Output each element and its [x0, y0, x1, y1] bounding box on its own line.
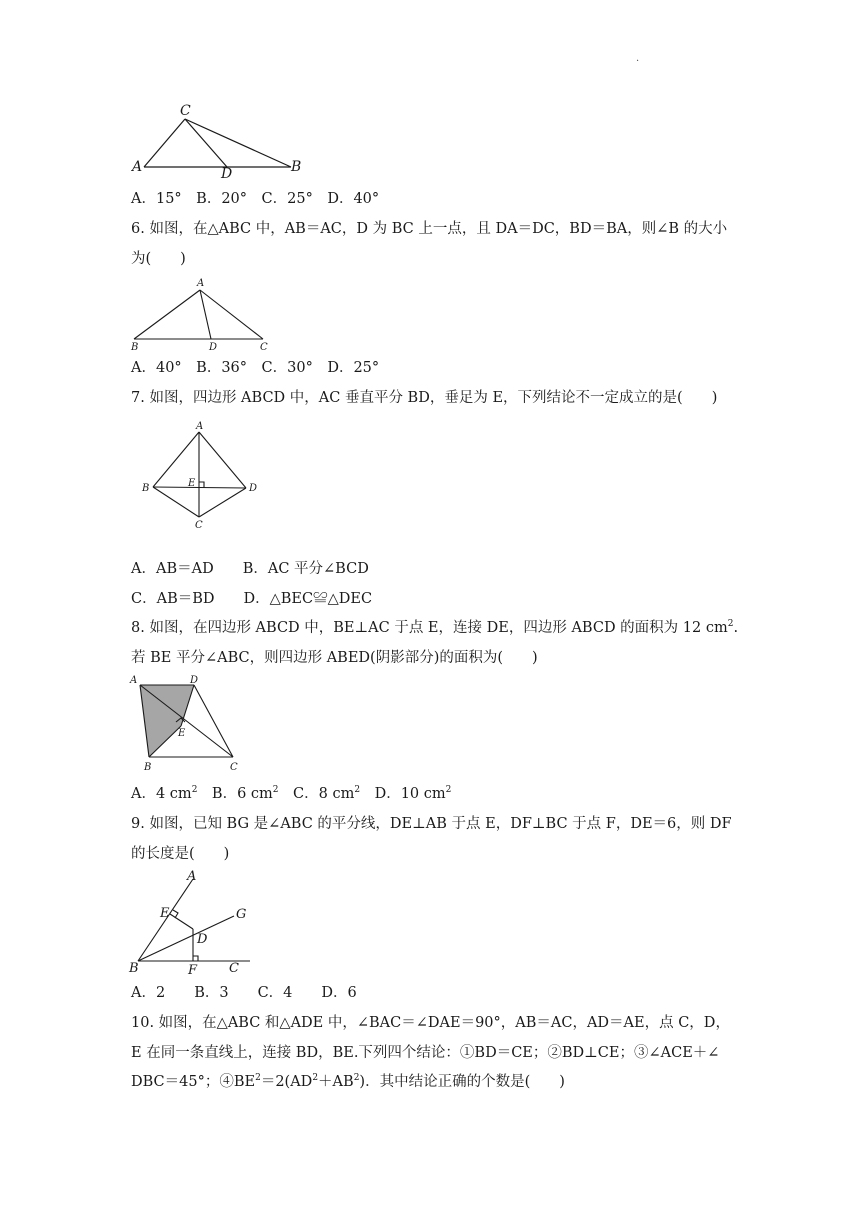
q8-label-a: A: [130, 675, 138, 686]
q8-option-c: C．8 $cm^2$: [293, 785, 361, 802]
q7-options-line2: C．AB＝BD D．△BEC≌△DEC: [131, 591, 373, 607]
q7-label-d: D: [249, 483, 258, 494]
q9-label-f: F: [188, 963, 198, 978]
q10-sup-3: 2: [353, 1073, 360, 1084]
q8-label-e: E: [178, 728, 186, 739]
q7-stem: 7. 如图，四边形 ABCD 中，AC 垂直平分 BD，垂足为 E，下列结论不一定成立的是( ): [131, 390, 718, 406]
q10-sup-2: 2: [312, 1073, 319, 1084]
q10-sup-1: 2: [255, 1073, 261, 1084]
q8-label-b: B: [144, 762, 152, 773]
q5-label-c: C: [180, 103, 191, 119]
q8-label-c: C: [230, 762, 238, 773]
q7-label-b: B: [142, 483, 150, 494]
q10-stem-line2: E 在同一条直线上，连接 BD，BE.下列四个结论：①BD＝CE；②BD⊥CE；③∠ACE＋∠: [131, 1045, 720, 1061]
q5-triangle-figure: [130, 100, 310, 180]
q9-label-b: B: [129, 961, 139, 976]
q10-text-2: ＝2(AD: [260, 1074, 313, 1090]
q5-label-b: B: [291, 159, 302, 175]
q8-stem-superscript: 2: [727, 619, 734, 630]
q8-stem-line1-text: 8. 如图，在四边形 ABCD 中，BE⊥AC 于点 E，连接 DE，四边形 ABCD 的面积为 12 cm: [131, 620, 728, 636]
q9-label-g: G: [236, 907, 247, 922]
q10-stem-line3: [131, 1072, 565, 1092]
q9-stem-line2: 的长度是( ): [131, 846, 230, 862]
q9-label-e: E: [160, 906, 170, 921]
q9-options: A．2 B．3 C．4 D．6: [131, 985, 357, 1001]
q10-text-4: )．其中结论正确的个数是( ): [359, 1074, 565, 1090]
q6-label-b: B: [131, 342, 139, 353]
q7-quadrilateral-figure: [140, 418, 270, 536]
q6-stem-line1: 6. 如图，在△ABC 中，AB＝AC，D 为 BC 上一点，且 DA＝DC，BD＝BA，则∠B 的大小: [131, 221, 728, 237]
header-dot: ·: [636, 56, 640, 67]
q8-stem-line2: 若 BE 平分∠ABC，则四边形 ABED(阴影部分)的面积为( ): [131, 650, 538, 666]
q8-option-b: B．6 $cm^2$: [211, 785, 279, 802]
q9-label-c: C: [229, 961, 239, 976]
q5-label-d: D: [221, 166, 233, 182]
q9-label-a: A: [187, 869, 197, 884]
q6-label-c: C: [260, 342, 268, 353]
q9-label-d: D: [197, 932, 208, 947]
q8-option-d: D．10 $cm^2$: [374, 785, 452, 802]
q6-label-a: A: [197, 278, 205, 289]
q7-label-e: E: [188, 478, 196, 489]
q7-options-line1: A．AB＝AD B．AC 平分∠BCD: [131, 561, 369, 577]
q7-label-c: C: [195, 520, 203, 531]
q7-label-a: A: [196, 421, 204, 432]
q8-stem-line1-end: .: [733, 620, 739, 636]
q10-text-1: DBC＝45°；④BE: [131, 1074, 256, 1090]
q5-label-a: A: [132, 159, 143, 175]
q8-options: [131, 784, 451, 804]
q10-stem-line1: 10. 如图，在△ABC 和△ADE 中，∠BAC＝∠DAE＝90°，AB＝AC，AD＝AE，点 C，D，: [131, 1015, 730, 1031]
q5-options: A．15° B．20° C．25° D．40°: [131, 191, 380, 207]
q6-label-d: D: [209, 342, 218, 353]
q10-text-3: ＋AB: [318, 1074, 354, 1090]
q8-quadrilateral-figure: [128, 672, 248, 776]
q9-angle-bisector-figure: [128, 866, 268, 978]
q8-stem-line1: [131, 618, 738, 638]
q6-stem-line2: 为( ): [131, 251, 186, 267]
q9-stem-line1: 9. 如图，已知 BG 是∠ABC 的平分线，DE⊥AB 于点 E，DF⊥BC 于点 F，DE＝6，则 DF: [131, 816, 732, 832]
q8-option-a: A．4 $cm^2$: [131, 785, 198, 802]
q8-label-d: D: [190, 675, 199, 686]
q6-triangle-figure: [130, 276, 270, 352]
q6-options: A．40° B．36° C．30° D．25°: [131, 360, 380, 376]
